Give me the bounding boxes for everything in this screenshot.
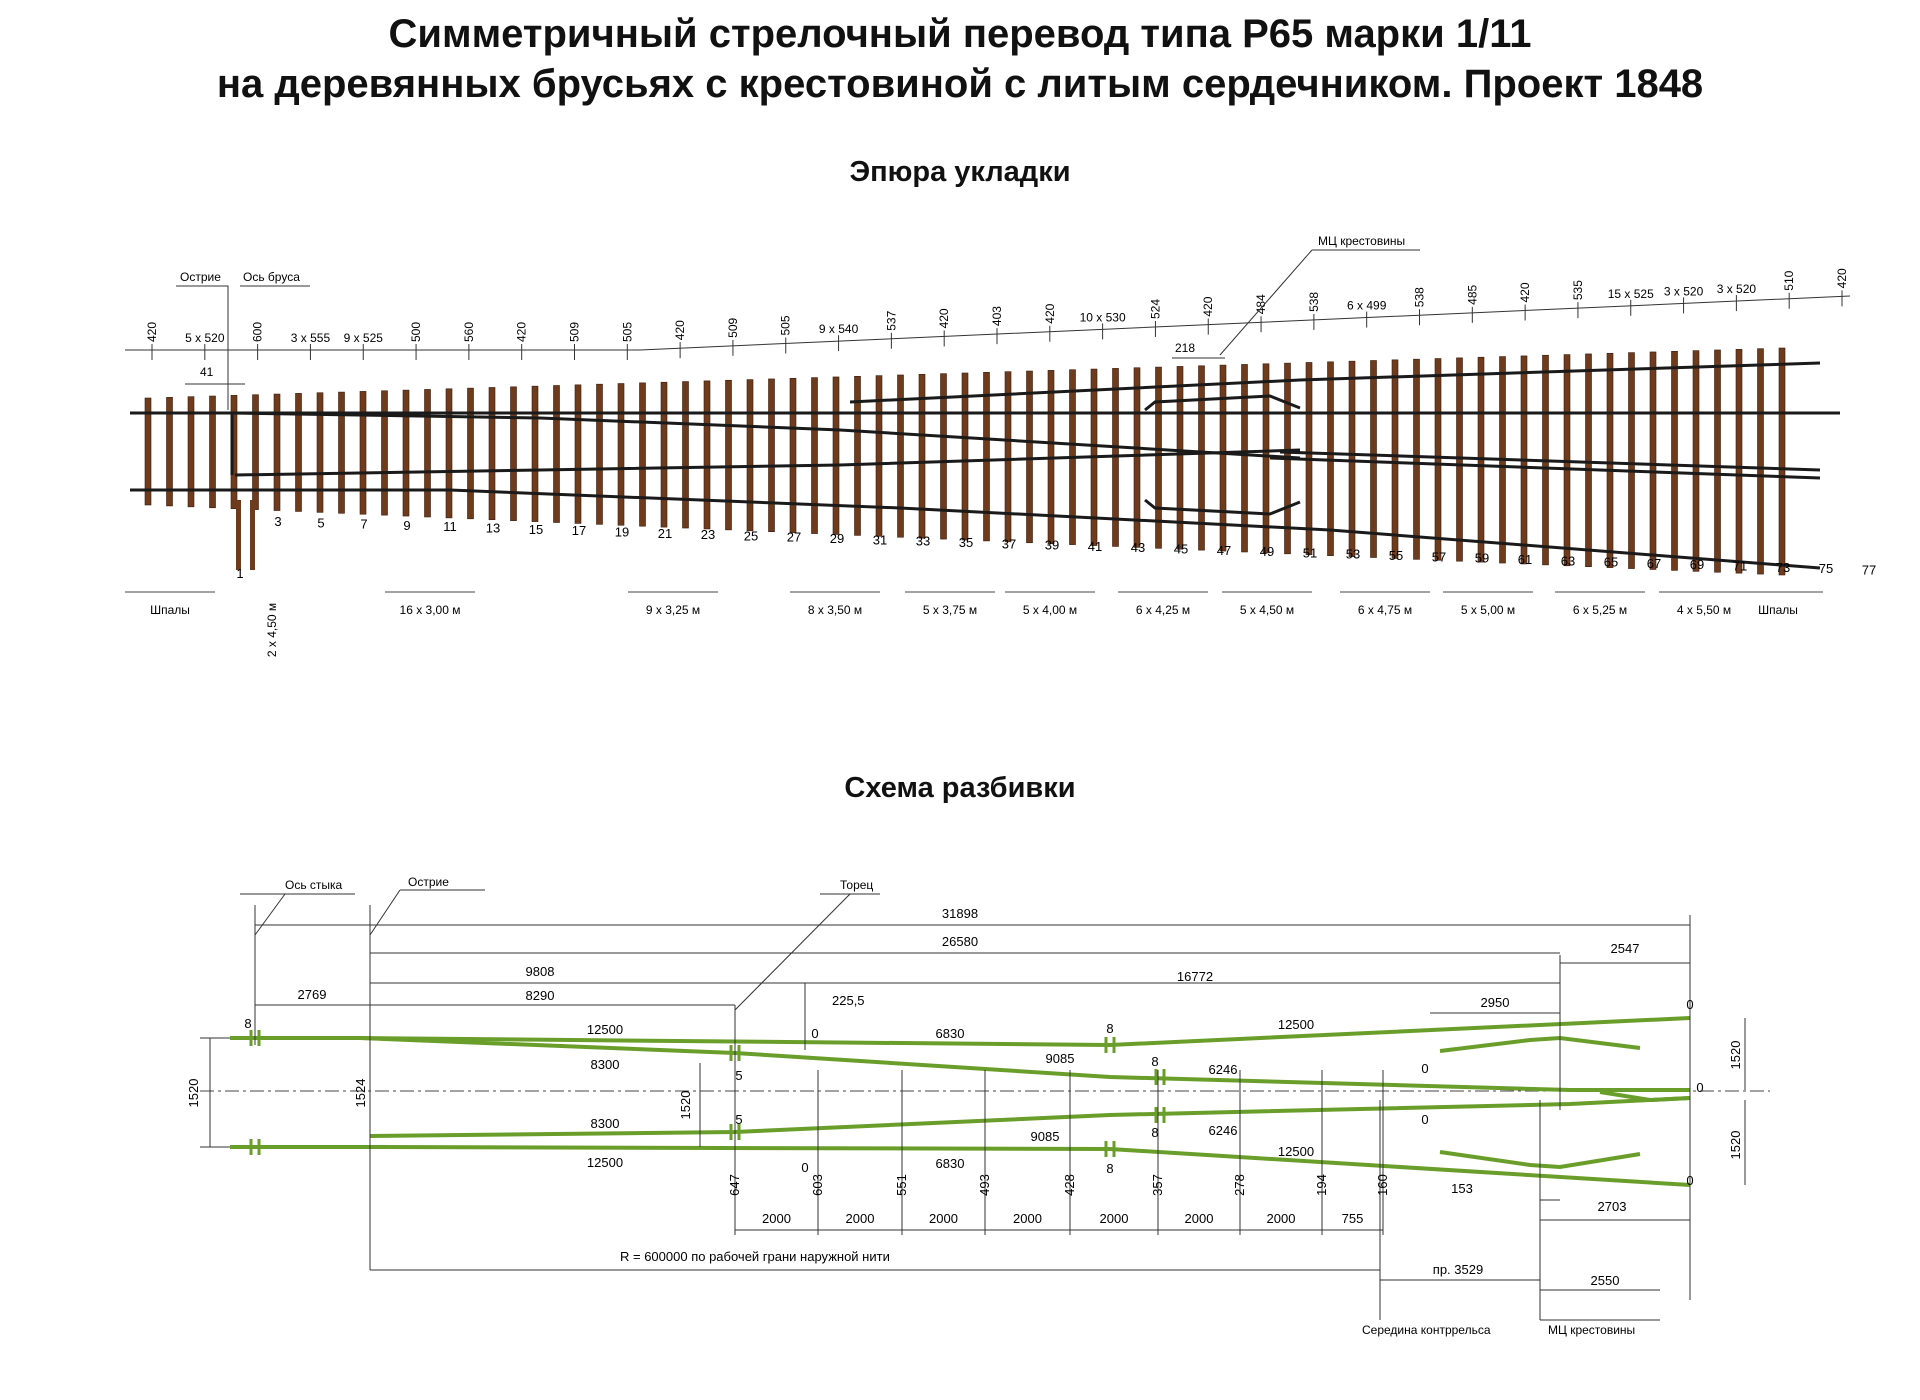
rail-length: 9085 xyxy=(1045,1051,1075,1066)
label-point-scheme: Острие xyxy=(408,875,449,889)
step-dimension: 2000 xyxy=(1184,1211,1214,1226)
sleeper xyxy=(403,390,409,516)
dim-8290: 8290 xyxy=(525,988,555,1003)
sleeper-number: 41 xyxy=(1087,538,1103,554)
gap-mark: 0 xyxy=(1696,1080,1704,1095)
sleeper-group: 6 x 4,75 м xyxy=(1357,603,1413,617)
gap-mark: 5 xyxy=(735,1112,743,1127)
sleeper-number: 75 xyxy=(1818,561,1834,577)
layout-plan xyxy=(125,234,1876,657)
sleeper xyxy=(425,389,431,517)
sleeper xyxy=(1736,349,1742,573)
sleeper-number: 43 xyxy=(1130,540,1146,556)
ordinate-value: 551 xyxy=(894,1174,909,1196)
dim-31898: 31898 xyxy=(941,906,979,921)
spacing-dim: 538 xyxy=(1412,287,1427,308)
spacing-dim: 420 xyxy=(1518,282,1533,303)
sleeper-number: 63 xyxy=(1560,553,1576,569)
step-dimension: 2000 xyxy=(1013,1211,1042,1226)
sleeper xyxy=(1586,354,1592,567)
spacing-dim: 420 xyxy=(1835,268,1849,289)
sleeper-group: 8 x 3,50 м xyxy=(807,603,863,617)
label-frog-center-plan: МЦ крестовины xyxy=(1318,234,1406,248)
sleeper xyxy=(812,378,818,534)
spacing-dim: 500 xyxy=(409,321,424,342)
sleeper xyxy=(1392,360,1398,559)
gauge-1520-switch: 1520 xyxy=(678,1090,693,1120)
sleeper-group: 5 x 4,50 м xyxy=(1239,603,1295,617)
gap-41: 41 xyxy=(200,365,214,379)
sleeper-number: 33 xyxy=(915,533,931,549)
spacing-dim: 3 x 555 xyxy=(290,331,331,345)
dim-2769: 2769 xyxy=(297,987,327,1002)
gap-mark: 0 xyxy=(1421,1112,1429,1127)
gap-mark: 0 xyxy=(1421,1061,1429,1076)
sleeper xyxy=(661,382,667,527)
spacing-dim: 15 x 525 xyxy=(1607,286,1654,301)
dim-2550: 2550 xyxy=(1590,1273,1620,1288)
label-joint-axis: Ось стыка xyxy=(285,878,343,892)
gap-mark: 0 xyxy=(1686,997,1694,1012)
gap-mark: 8 xyxy=(1106,1161,1114,1176)
drawing-title-line-2: на деревянных брусьях с крестовиной с литым сердечником. Проект 1848 xyxy=(216,62,1704,106)
step-dimension: 2000 xyxy=(762,1211,791,1226)
sleeper-group: 6 x 5,25 м xyxy=(1572,603,1628,617)
sleeper-number: 15 xyxy=(528,521,544,537)
gauge-1524: 1524 xyxy=(353,1078,368,1108)
ordinate-value: 493 xyxy=(977,1174,992,1196)
gap-mark: 8 xyxy=(1151,1125,1159,1140)
sleeper xyxy=(790,378,796,532)
rail-length: 12500 xyxy=(586,1155,624,1170)
sleeper xyxy=(360,391,366,514)
dim-pr-3529: пр. 3529 xyxy=(1432,1262,1484,1277)
sleeper xyxy=(296,393,302,511)
sleeper xyxy=(597,384,603,524)
sleeper-group: 4 x 5,50 м xyxy=(1676,603,1732,617)
rail-length: 6830 xyxy=(935,1156,965,1171)
ordinates xyxy=(727,1174,1390,1196)
sleeper xyxy=(1650,352,1656,570)
spacing-dim: 600 xyxy=(250,321,265,342)
long-beam xyxy=(236,500,241,570)
sleeper xyxy=(1263,364,1269,553)
rail-length: 12500 xyxy=(1277,1017,1315,1032)
spacing-dim: 505 xyxy=(778,315,793,336)
step-dimensions xyxy=(762,1211,1363,1226)
sleeper-number: 7 xyxy=(360,516,368,532)
setout-scheme-heading: Схема разбивки xyxy=(844,772,1076,804)
spacing-dim: 3 x 520 xyxy=(1716,282,1757,297)
sleeper-number: 17 xyxy=(571,523,587,539)
sleeper-number: 45 xyxy=(1173,541,1189,557)
sleeper xyxy=(382,391,388,515)
sleeper-number: 37 xyxy=(1001,536,1017,552)
rail-length: 6246 xyxy=(1208,1062,1238,1077)
sleeper-number: 39 xyxy=(1044,537,1060,553)
spacing-dim: 538 xyxy=(1306,291,1321,312)
sleeper-number: 29 xyxy=(829,531,845,547)
spacing-dim: 420 xyxy=(937,308,952,329)
sleeper-group: 5 x 4,00 м xyxy=(1022,603,1078,617)
spacing-dim: 509 xyxy=(567,321,582,342)
ordinate-value: 194 xyxy=(1314,1174,1329,1196)
gauge-1520-start: 1520 xyxy=(186,1078,201,1108)
sleeper xyxy=(618,384,624,526)
sleeper-number: 59 xyxy=(1474,550,1490,566)
sleeper-number: 71 xyxy=(1732,558,1748,574)
label-end-face: Торец xyxy=(840,878,874,892)
sleeper-number: 11 xyxy=(443,519,457,535)
sleeper xyxy=(1242,364,1248,552)
spacing-dim: 420 xyxy=(1201,296,1216,317)
spacing-dim: 3 x 520 xyxy=(1663,284,1704,299)
sleeper-number: 53 xyxy=(1345,546,1361,562)
step-dimension: 2000 xyxy=(845,1211,875,1226)
sleeper xyxy=(683,382,689,528)
sleeper-number: 9 xyxy=(403,517,411,533)
label-point: Острие xyxy=(180,270,221,284)
label-radius: R = 600000 по рабочей грани наружной нити xyxy=(620,1249,890,1264)
sleeper xyxy=(1371,361,1377,558)
sleeper-number: 65 xyxy=(1603,554,1619,570)
gap-218: 218 xyxy=(1175,341,1196,355)
rail-length: 9085 xyxy=(1030,1129,1060,1144)
ordinate-value: 278 xyxy=(1232,1174,1247,1196)
dim-2950: 2950 xyxy=(1480,995,1510,1010)
spacing-dim: 485 xyxy=(1465,284,1480,305)
sleeper xyxy=(532,386,538,521)
spacing-dim: 420 xyxy=(673,320,688,341)
spacing-dim: 510 xyxy=(1782,270,1797,291)
setout-scheme xyxy=(186,875,1770,1337)
sleeper xyxy=(1629,353,1635,569)
sleeper xyxy=(554,386,560,523)
sleeper-group: 16 x 3,00 м xyxy=(399,603,461,617)
sleeper-number: 13 xyxy=(485,520,501,536)
dim-225-5: 225,5 xyxy=(832,993,865,1008)
sleeper xyxy=(317,393,323,513)
sleeper-number: 19 xyxy=(614,524,630,540)
frog-nose xyxy=(1600,1092,1690,1100)
sleeper-number: 77 xyxy=(1861,562,1877,578)
gap-mark: 5 xyxy=(735,1068,743,1083)
sleeper xyxy=(1349,361,1355,556)
ordinate-value: 647 xyxy=(727,1174,742,1196)
spacing-dim: 9 x 540 xyxy=(818,322,859,337)
dim-2547: 2547 xyxy=(1610,941,1640,956)
sleeper xyxy=(575,385,581,524)
spacing-dim: 420 xyxy=(145,321,159,342)
sleeper xyxy=(833,377,839,535)
sleeper xyxy=(1414,359,1420,559)
spacing-dim: 9 x 525 xyxy=(343,331,383,345)
sleeper-group: 2 x 4,50 м xyxy=(265,602,279,658)
sleeper xyxy=(1779,348,1785,575)
spacing-dim: 537 xyxy=(884,310,899,331)
spacing-dim: 535 xyxy=(1570,280,1585,301)
dim-9808: 9808 xyxy=(525,964,555,979)
dim-16772: 16772 xyxy=(1176,969,1214,984)
gap-mark: 8 xyxy=(244,1016,252,1031)
spacing-dim: 5 x 520 xyxy=(185,331,225,345)
rail-joints xyxy=(251,1030,1164,1157)
spacing-dim: 524 xyxy=(1148,298,1163,319)
rail-length: 12500 xyxy=(586,1022,624,1037)
sleeper xyxy=(468,388,474,519)
sleeper xyxy=(1715,350,1721,572)
sleeper-number: 35 xyxy=(958,534,974,550)
ordinate-value: 603 xyxy=(810,1174,825,1196)
gauge-1520-lower: 1520 xyxy=(1728,1130,1743,1160)
spacing-dimension-line xyxy=(125,296,1850,350)
sleeper-number: 23 xyxy=(700,527,716,543)
sleeper-group: 5 x 5,00 м xyxy=(1460,603,1516,617)
step-dimension: 755 xyxy=(1341,1211,1364,1226)
sleeper-number: 73 xyxy=(1775,559,1791,575)
drawing-title-line-1: Симметричный стрелочный перевод типа Р65 марки 1/11 xyxy=(388,12,1532,56)
sleeper xyxy=(511,387,517,521)
sleeper xyxy=(446,389,452,518)
rail-length: 12500 xyxy=(1277,1144,1315,1159)
dim-26580: 26580 xyxy=(941,934,979,949)
step-dimension: 2000 xyxy=(1266,1211,1296,1226)
rail-length: 6246 xyxy=(1208,1123,1238,1138)
step-dimension: 2000 xyxy=(929,1211,958,1226)
gap-mark: 0 xyxy=(801,1160,809,1175)
spacing-dim: 10 x 530 xyxy=(1079,310,1126,325)
sleeper-group: 6 x 4,25 м xyxy=(1135,603,1191,617)
sleeper-number: 49 xyxy=(1259,544,1275,560)
sleeper xyxy=(704,381,710,529)
sleeper-number: 57 xyxy=(1431,549,1447,565)
spacing-dim: 509 xyxy=(725,317,740,338)
step-dimension: 2000 xyxy=(1099,1211,1129,1226)
sleeper xyxy=(962,373,968,540)
gap-mark: 8 xyxy=(1106,1021,1114,1036)
spacing-dim: 403 xyxy=(990,306,1004,327)
sleeper-number: 21 xyxy=(657,525,673,541)
sleeper xyxy=(1607,353,1613,567)
gauge-1520-upper: 1520 xyxy=(1728,1040,1743,1070)
sleeper-groups xyxy=(125,592,1823,657)
label-check-rail-middle: Середина контррельса xyxy=(1362,1323,1491,1337)
dim-2703: 2703 xyxy=(1597,1199,1627,1214)
sleeper-number: 55 xyxy=(1388,548,1404,564)
sleeper xyxy=(489,387,495,519)
sleeper xyxy=(339,392,345,513)
sleeper-number: 25 xyxy=(743,528,759,544)
sleeper-number: 51 xyxy=(1302,545,1318,561)
sleeper xyxy=(769,379,775,532)
sleeper-number: 5 xyxy=(317,515,325,531)
sleeper-group: 9 x 3,25 м xyxy=(645,603,701,617)
spacing-dim: 6 x 499 xyxy=(1347,298,1387,313)
sleeper xyxy=(1693,351,1699,572)
sleeper-number: 47 xyxy=(1216,542,1232,558)
dim-153: 153 xyxy=(1451,1181,1473,1196)
sleeper xyxy=(726,380,732,530)
rail-length: 6830 xyxy=(935,1026,965,1041)
spacing-dim: 420 xyxy=(514,321,529,342)
sleeper xyxy=(1758,349,1764,574)
leader-point xyxy=(176,286,228,410)
ordinate-value: 428 xyxy=(1062,1174,1077,1196)
sleeper-number: 3 xyxy=(274,513,282,529)
sleeper xyxy=(1005,372,1011,542)
sleeper xyxy=(1672,351,1678,570)
ordinate-value: 160 xyxy=(1375,1174,1390,1196)
sleeper-number: 27 xyxy=(786,529,802,545)
ordinate-value: 357 xyxy=(1150,1174,1165,1196)
sleeper-group: Шпалы xyxy=(1758,603,1798,617)
sleeper xyxy=(984,372,990,541)
long-beam xyxy=(250,500,255,570)
layout-plan-heading: Эпюра укладки xyxy=(849,156,1071,188)
sleeper-number: 61 xyxy=(1517,551,1533,567)
sleeper xyxy=(1435,359,1441,561)
sleeper-number: 67 xyxy=(1646,555,1662,571)
gap-mark: 0 xyxy=(811,1026,819,1041)
rail-length: 8300 xyxy=(590,1057,620,1072)
rail-length: 8300 xyxy=(590,1116,620,1131)
spacing-dim: 420 xyxy=(1042,303,1057,324)
gap-mark: 0 xyxy=(1686,1173,1694,1188)
sleeper xyxy=(640,383,646,526)
sleeper-number: 69 xyxy=(1689,557,1705,573)
spacing-dimensions xyxy=(145,268,1849,360)
sleeper xyxy=(747,380,753,531)
label-beam-axis: Ось бруса xyxy=(243,270,300,284)
upper-check-rail xyxy=(1440,1038,1640,1051)
label-frog-center-scheme: МЦ крестовины xyxy=(1548,1323,1636,1337)
spacing-dim: 560 xyxy=(461,321,476,342)
spacing-dim: 505 xyxy=(620,321,635,342)
sleeper xyxy=(1027,371,1033,543)
sleeper-number: 31 xyxy=(872,532,888,548)
leader-frog-center-plan-diag xyxy=(1220,250,1312,355)
sleeper-number: 1 xyxy=(236,566,244,581)
gap-mark: 8 xyxy=(1151,1054,1159,1069)
sleeper-group: Шпалы xyxy=(150,603,190,617)
sleeper-group: 5 x 3,75 м xyxy=(922,603,978,617)
spacing-dim: 484 xyxy=(1254,294,1269,315)
